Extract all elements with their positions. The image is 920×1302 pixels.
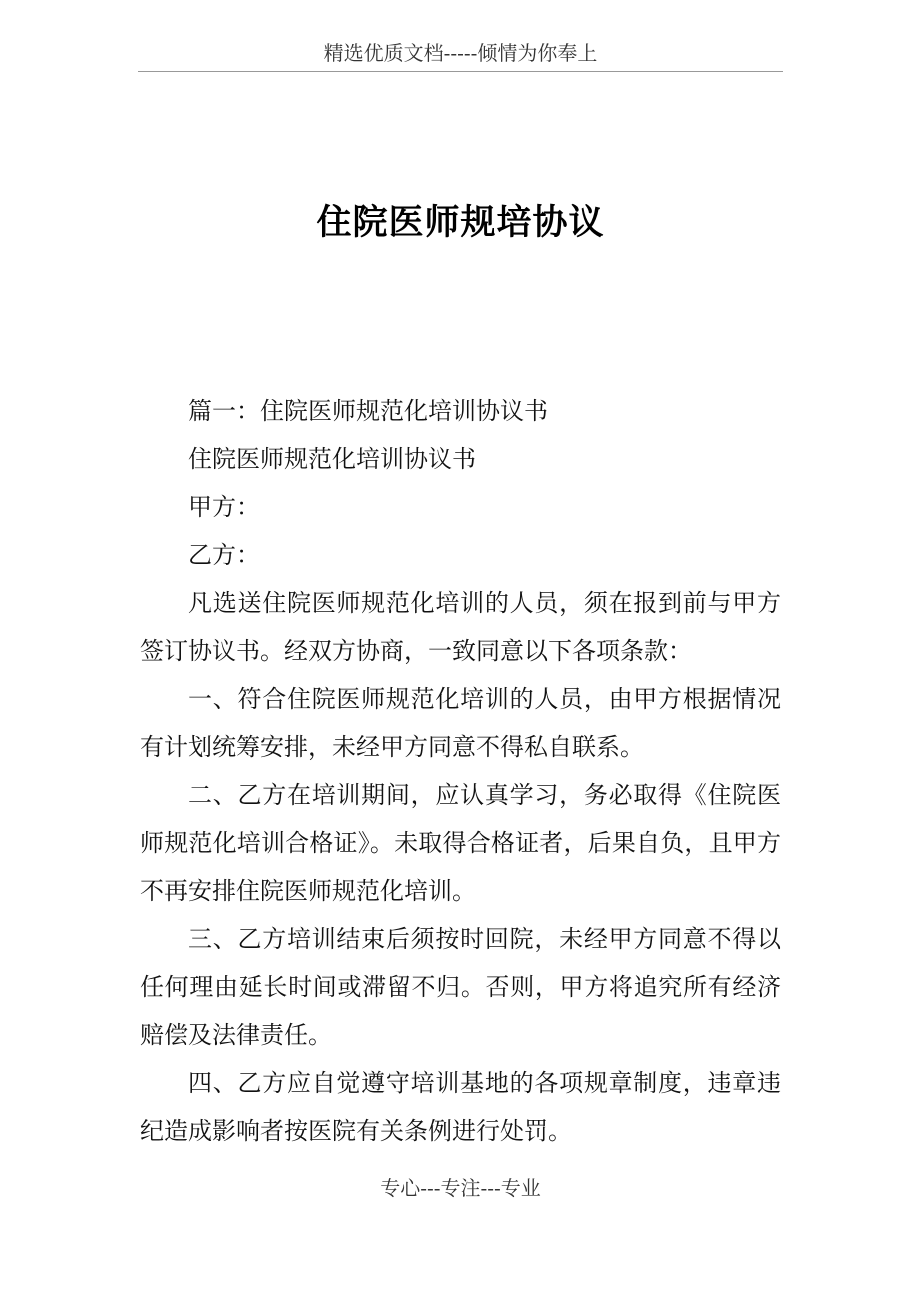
document-body	[140, 387, 781, 1155]
clause-4: 四、乙方应自觉遵守培训基地的各项规章制度，违章违纪造成影响者按医院有关条例进行处罚。	[140, 1069, 781, 1145]
intro-paragraph: 凡选送住院医师规范化培训的人员，须在报到前与甲方签订协议书。经双方协商，一致同意以下各项条款：	[140, 589, 781, 665]
clause-2: 二、乙方在培训期间，应认真学习，务必取得《住院医师规范化培训合格证》。未取得合格证者，后果自负，且甲方不再安排住院医师规范化培训。	[140, 781, 781, 905]
header-divider	[138, 71, 783, 72]
agreement-name: 住院医师规范化培训协议书	[188, 445, 476, 473]
page-header: 精选优质文档-----倾情为你奉上	[323, 41, 598, 65]
party-a-label: 甲方：	[188, 493, 260, 521]
document-title: 住院医师规培协议	[316, 203, 605, 243]
page-footer: 专心---专注---专业	[380, 1176, 541, 1200]
section-heading: 篇一：住院医师规范化培训协议书	[188, 397, 548, 425]
party-b-label: 乙方：	[188, 541, 260, 569]
clause-3: 三、乙方培训结束后须按时回院，未经甲方同意不得以任何理由延长时间或滞留不归。否则，甲方将追究所有经济赔偿及法律责任。	[140, 925, 781, 1049]
clause-1: 一、符合住院医师规范化培训的人员，由甲方根据情况有计划统筹安排，未经甲方同意不得私自联系。	[140, 685, 781, 761]
